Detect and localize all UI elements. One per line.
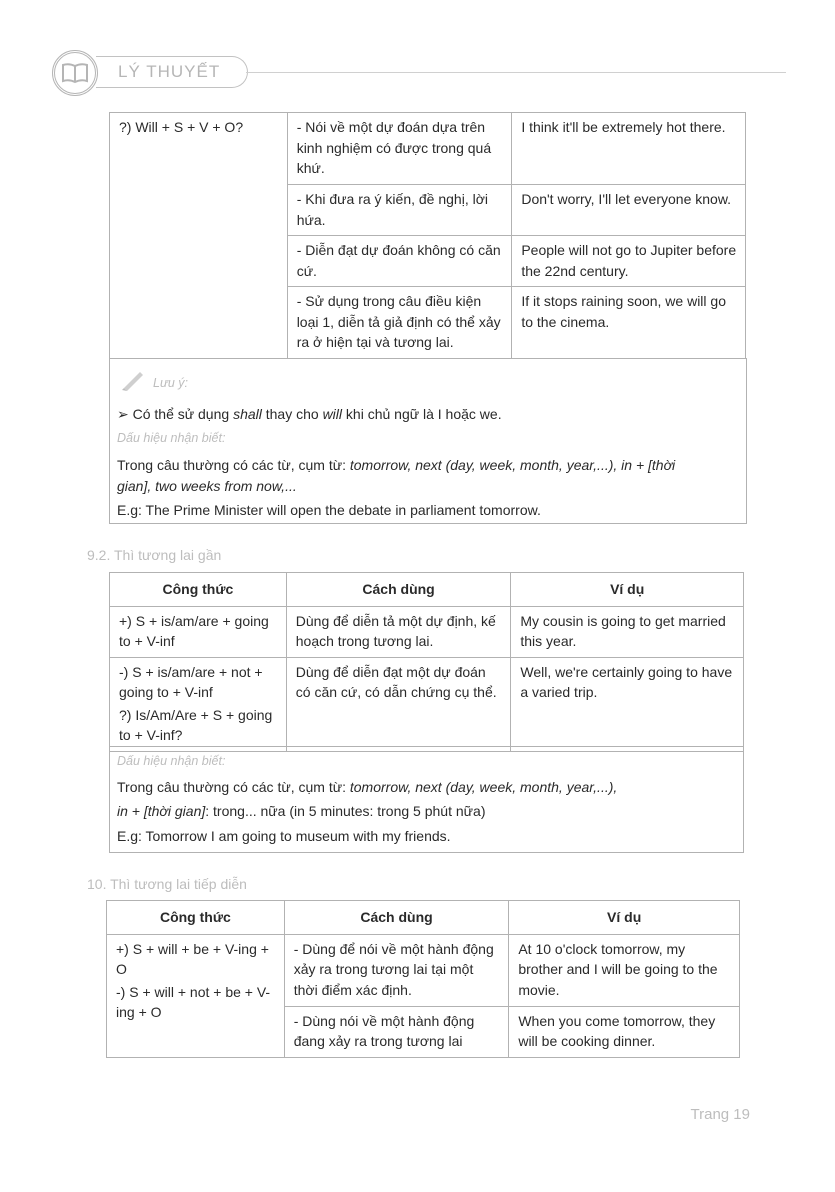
usage-cell: Dùng để diễn đạt một dự đoán có căn cứ, có dẫn chứng cụ thể.	[286, 657, 511, 751]
usage-cell: - Khi đưa ra ý kiến, đề nghị, lời hứa.	[287, 185, 512, 236]
signs-line-2: in + [thời gian]: trong... nữa (in 5 minutes: trong 5 phút nữa)	[117, 803, 486, 819]
column-header: Công thức	[110, 573, 287, 607]
example-line: E.g: The Prime Minister will open the debate in parliament tomorrow.	[117, 502, 541, 518]
note-text: ➢ Có thể sử dụng shall thay cho will khi chủ ngữ là I hoặc we.	[117, 406, 502, 422]
example-cell: Well, we're certainly going to have a varied trip.	[511, 657, 744, 751]
signs-line-1: Trong câu thường có các từ, cụm từ: tomorrow, next (day, week, month, year,...),	[117, 779, 618, 795]
header-rule	[246, 72, 786, 73]
formula-positive: +) S + will + be + V-ing + O	[116, 940, 269, 977]
signs-line-2: gian], two weeks from now,...	[117, 478, 297, 494]
formula-negative: -) S + is/am/are + not + going to + V-inf	[119, 663, 263, 700]
column-header: Ví dụ	[509, 901, 740, 935]
formula-cell	[107, 934, 285, 1057]
example-cell: Don't worry, I'll let everyone know.	[512, 185, 746, 236]
book-icon-badge	[52, 50, 98, 96]
usage-cell: - Dùng để nói về một hành động xảy ra trong tương lai tại một thời điểm xác định.	[284, 934, 509, 1006]
formula-cell	[110, 657, 287, 751]
signs-line-1: Trong câu thường có các từ, cụm từ: tomorrow, next (day, week, month, year,...), in + [thời	[117, 457, 676, 473]
section-title-near-future: 9.2. Thì tương lai gần	[87, 547, 222, 563]
example-cell: People will not go to Jupiter before the 22nd century.	[512, 236, 746, 287]
usage-cell: - Diễn đạt dự đoán không có căn cứ.	[287, 236, 512, 287]
column-header: Cách dùng	[286, 573, 511, 607]
usage-cell: - Nói về một dự đoán dựa trên kinh nghiệm có được trong quá khứ.	[287, 113, 512, 185]
signs-label: Dấu hiệu nhận biết:	[117, 431, 226, 445]
header-title: LÝ THUYẾT	[118, 62, 221, 81]
pencil-icon	[120, 368, 146, 392]
example-cell: I think it'll be extremely hot there.	[512, 113, 746, 185]
column-header: Ví dụ	[511, 573, 744, 607]
page-number: Trang 19	[690, 1106, 750, 1123]
formula-cell: +) S + is/am/are + going to + V-inf	[110, 606, 287, 657]
example-cell: When you come tomorrow, they will be cooking dinner.	[509, 1006, 740, 1057]
column-header: Cách dùng	[284, 901, 509, 935]
signs-label: Dấu hiệu nhận biết:	[117, 754, 226, 768]
example-cell: My cousin is going to get married this year.	[511, 606, 744, 657]
question-formula: ?) Will + S + V + O?	[110, 113, 288, 359]
book-icon	[61, 62, 89, 84]
usage-cell: - Sử dụng trong câu điều kiện loại 1, diễn tả giả định có thể xảy ra ở hiện tại và tương lai.	[287, 287, 512, 359]
example-cell: If it stops raining soon, we will go to the cinema.	[512, 287, 746, 359]
column-header: Công thức	[107, 901, 285, 935]
future-simple-table	[109, 112, 746, 359]
header-banner	[96, 56, 248, 88]
example-line: E.g: Tomorrow I am going to museum with my friends.	[117, 828, 451, 844]
example-cell: At 10 o'clock tomorrow, my brother and I will be going to the movie.	[509, 934, 740, 1006]
near-future-table	[109, 572, 744, 752]
formula-question: ?) Is/Am/Are + S + going to + V-inf?	[119, 706, 273, 743]
formula-negative: -) S + will + not + be + V-ing + O	[116, 983, 271, 1020]
usage-cell: - Dùng nói về một hành động đang xảy ra trong tương lai	[284, 1006, 509, 1057]
section-title-future-continuous: 10. Thì tương lai tiếp diễn	[87, 876, 247, 892]
future-continuous-table	[106, 900, 740, 1058]
usage-cell: Dùng để diễn tả một dự định, kế hoạch trong tương lai.	[286, 606, 511, 657]
note-label: Lưu ý:	[153, 376, 189, 390]
